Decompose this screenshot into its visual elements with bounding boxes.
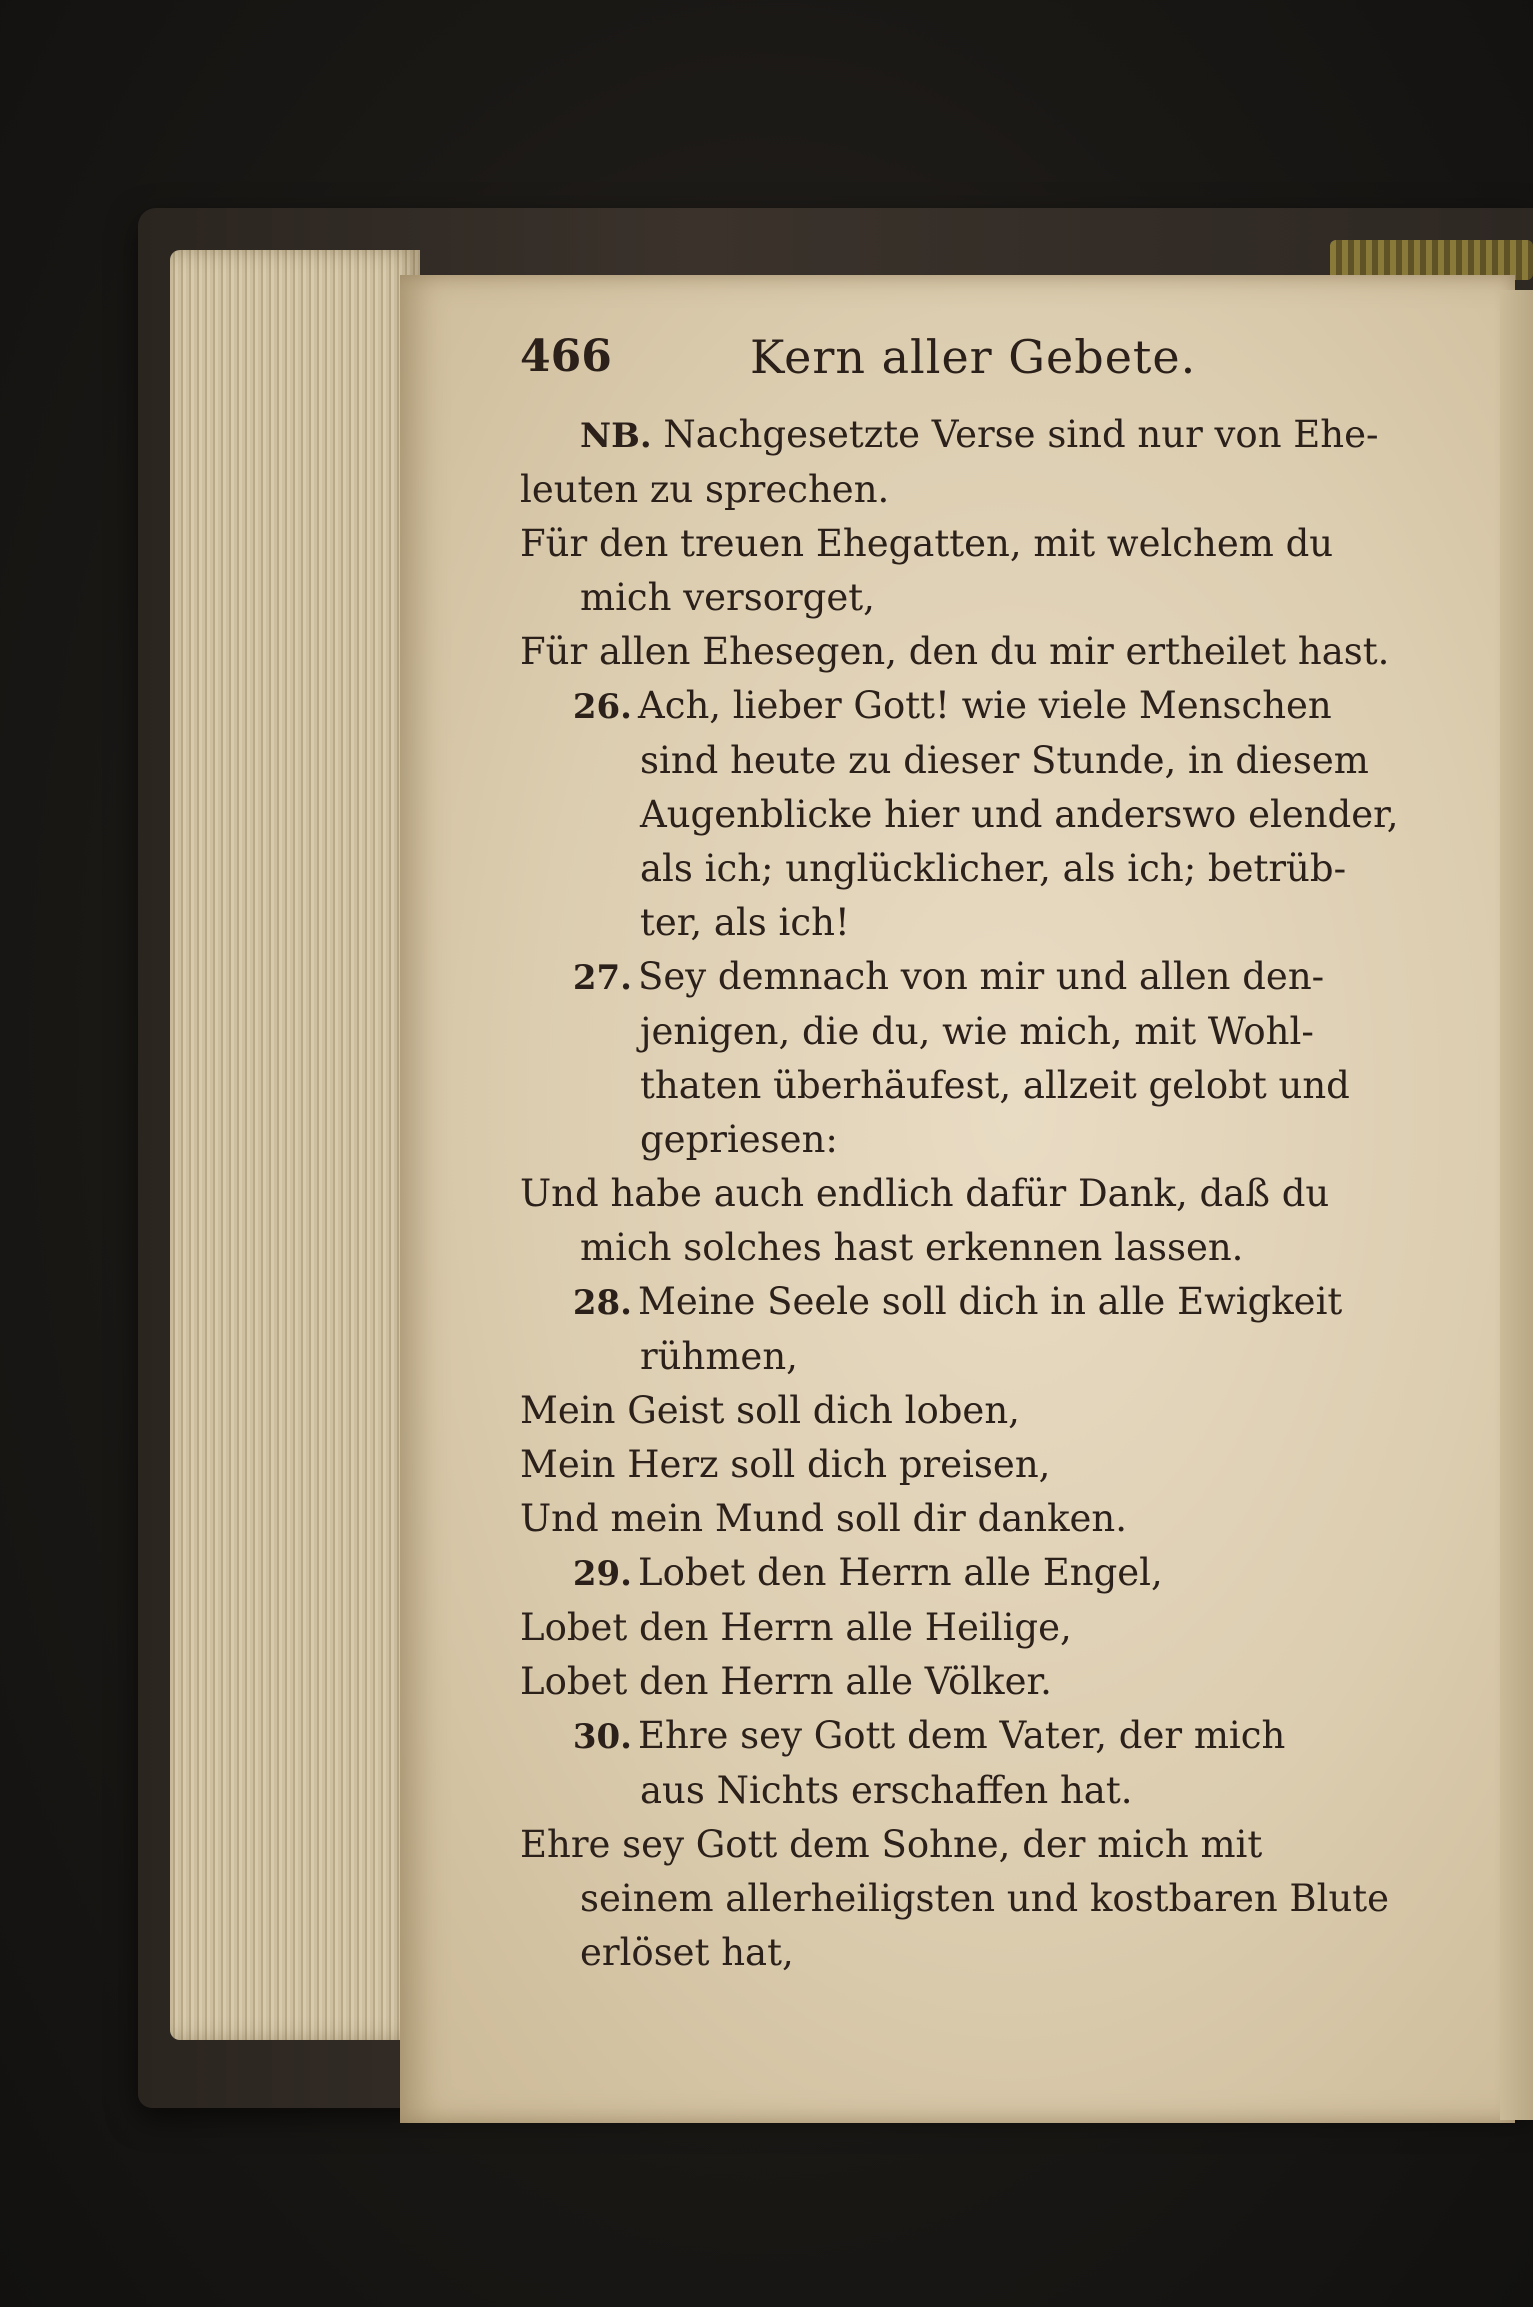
verse-number: 27. [572,958,632,998]
text-line: Mein Geist soll dich loben, [520,1389,1020,1432]
text-line: seinem allerheiligsten und kostbaren Blute [580,1877,1390,1920]
text-line: Lobet den Herrn alle Heilige, [520,1606,1072,1649]
verse-line [520,1275,1445,1330]
nota-bene-label: NB. [580,416,652,456]
page-edges [170,250,420,2040]
page-text [520,330,1445,1980]
verse-line [520,1546,1445,1601]
verse-number: 29. [572,1554,632,1594]
verse-line: jenigen, die du, wie mich, mit Wohl- [640,1010,1314,1053]
verse-line: gepriesen: [640,1118,838,1161]
verse-line [520,679,1445,734]
page-header [520,330,1445,394]
text-line [520,408,1445,463]
verse-line [520,950,1445,1005]
text-line: leuten zu sprechen. [520,468,890,511]
running-title: Kern aller Gebete. [750,330,1197,384]
verse-line: Augenblicke hier und anderswo elender, [640,793,1399,836]
verse-text: Lobet den Herrn alle Engel, [638,1551,1163,1594]
text-line-content: Nachgesetzte Verse sind nur von Ehe- [663,413,1379,456]
text-line: Für allen Ehesegen, den du mir ertheilet hast. [520,630,1390,673]
text-line: Und mein Mund soll dir danken. [520,1497,1127,1540]
verse-number: 26. [572,687,632,727]
verse-line: thaten überhäufest, allzeit gelobt und [640,1064,1350,1107]
text-line: Und habe auch endlich dafür Dank, daß du [520,1172,1330,1215]
verse-line: aus Nichts erschaffen hat. [640,1769,1133,1812]
text-line: mich versorget, [580,576,875,619]
page-gutter [1500,290,1533,2120]
text-line: Ehre sey Gott dem Sohne, der mich mit [520,1823,1263,1866]
text-line: Für den treuen Ehegatten, mit welchem du [520,522,1334,565]
verse-line: ter, als ich! [640,901,850,944]
text-line: mich solches hast erkennen lassen. [580,1226,1244,1269]
verse-number: 30. [572,1717,632,1757]
verse-line: als ich; unglücklicher, als ich; betrüb- [640,847,1347,890]
text-line: Lobet den Herrn alle Völker. [520,1660,1052,1703]
verse-text: Sey demnach von mir und allen den- [638,955,1325,998]
verse-text: Ach, lieber Gott! wie viele Menschen [638,684,1332,727]
text-line: erlöset hat, [580,1931,794,1974]
verse-number: 28. [572,1283,632,1323]
verse-line: rühmen, [640,1335,798,1378]
verse-line [520,1709,1445,1764]
verse-text: Ehre sey Gott dem Vater, der mich [638,1714,1286,1757]
verse-line: sind heute zu dieser Stunde, in diesem [640,739,1369,782]
page-number: 466 [520,331,612,382]
book-headband [1330,240,1533,280]
text-line: Mein Herz soll dich preisen, [520,1443,1051,1486]
verse-text: Meine Seele soll dich in alle Ewigkeit [638,1280,1343,1323]
